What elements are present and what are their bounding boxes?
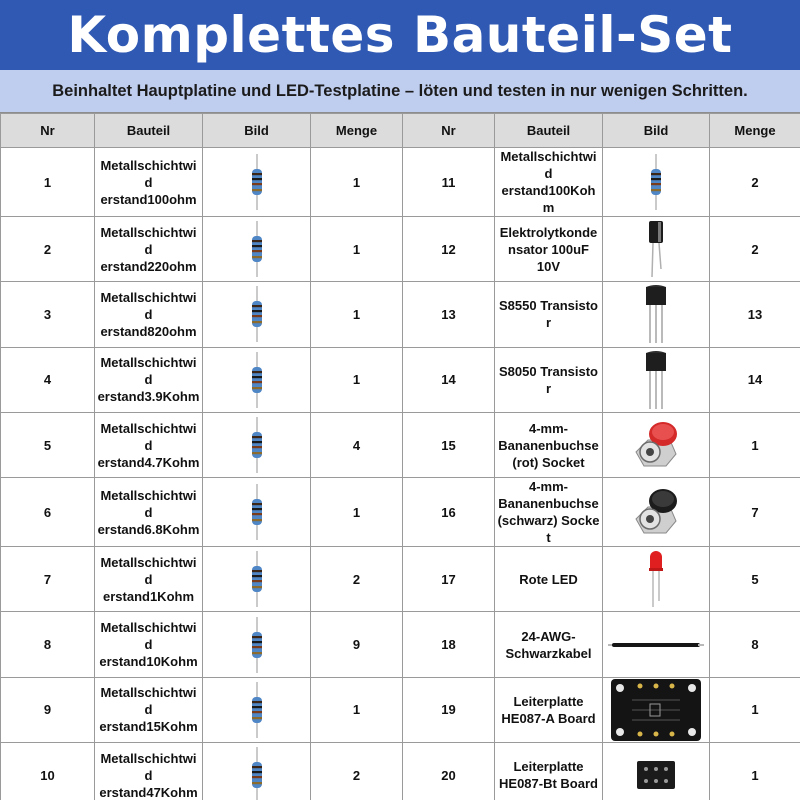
part-name xyxy=(495,547,603,612)
capacitor-icon xyxy=(605,219,707,279)
part-quantity: 1 xyxy=(311,677,403,742)
column-header-nr-right: Nr xyxy=(403,114,495,148)
part-number: 11 xyxy=(403,148,495,217)
column-header-nr: Nr xyxy=(1,114,95,148)
part-image xyxy=(203,478,311,547)
resistor-icon xyxy=(605,152,707,212)
part-image xyxy=(603,677,710,742)
part-number: 8 xyxy=(1,612,95,677)
part-name-line: erstand220ohm xyxy=(100,258,197,274)
part-quantity: 1 xyxy=(311,282,403,347)
part-name-line: Elektrolytkonde xyxy=(499,224,598,240)
part-name-line: erstand1Kohm xyxy=(102,588,195,604)
part-number: 10 xyxy=(1,743,95,800)
part-name-line: (schwarz) Socket xyxy=(497,513,600,546)
part-name-line: erstand3.9Kohm xyxy=(97,389,200,405)
part-number: 16 xyxy=(403,478,495,547)
part-quantity: 1 xyxy=(710,743,800,800)
part-name-line: Schwarzkabel xyxy=(505,645,592,661)
part-name-line: Bananenbuchse xyxy=(498,437,599,453)
part-name xyxy=(95,282,203,347)
column-header-bauteil: Bauteil xyxy=(95,114,203,148)
part-number: 15 xyxy=(403,412,495,477)
resistor-icon xyxy=(205,350,308,410)
part-number: 14 xyxy=(403,347,495,412)
part-name xyxy=(495,677,603,742)
part-name-line: Metallschichtwid xyxy=(100,289,197,322)
part-name-line: Metallschichtwid xyxy=(500,149,597,181)
part-name-line: erstand100ohm xyxy=(100,191,197,207)
part-image xyxy=(203,612,311,677)
part-name-line: Leiterplatte xyxy=(513,759,584,775)
part-number: 2 xyxy=(1,217,95,282)
part-name-line: 4-mm- xyxy=(528,479,568,495)
column-header-bild: Bild xyxy=(203,114,311,148)
part-quantity: 1 xyxy=(710,412,800,477)
part-quantity: 1 xyxy=(311,217,403,282)
part-number: 3 xyxy=(1,282,95,347)
part-number: 19 xyxy=(403,677,495,742)
part-name xyxy=(95,347,203,412)
part-name-line: HE087-Bt Board xyxy=(499,776,598,792)
part-name-line: Metallschichtwid xyxy=(100,487,197,520)
table-row xyxy=(1,547,800,612)
resistor-icon xyxy=(205,615,308,675)
part-name-line: HE087-A Board xyxy=(501,710,596,726)
pcb-board-b-icon xyxy=(605,760,707,790)
part-number: 4 xyxy=(1,347,95,412)
resistor-icon xyxy=(205,284,308,344)
page-subtitle: Beinhaltet Hauptplatine und LED-Testplatine – löten und testen in nur wenigen Schritten. xyxy=(52,81,748,100)
table-row xyxy=(1,743,800,800)
subtitle-banner xyxy=(0,70,800,113)
part-name xyxy=(95,612,203,677)
part-quantity: 5 xyxy=(710,547,800,612)
part-image xyxy=(203,282,311,347)
part-name xyxy=(95,148,203,217)
part-name xyxy=(95,412,203,477)
parts-table xyxy=(0,113,800,800)
resistor-icon xyxy=(205,152,308,212)
part-name-line: erstand6.8Kohm xyxy=(97,521,200,537)
part-image xyxy=(603,612,710,677)
part-name-line: erstand47Kohm xyxy=(99,784,198,800)
part-name xyxy=(95,217,203,282)
part-name-line: 10V xyxy=(536,258,561,274)
part-name-line: 4-mm- xyxy=(528,420,568,436)
part-image xyxy=(203,347,311,412)
part-quantity: 4 xyxy=(311,412,403,477)
part-number: 9 xyxy=(1,677,95,742)
part-name-line: Metallschichtwid xyxy=(100,750,197,783)
table-row xyxy=(1,148,800,217)
part-name-line: Bananenbuchse xyxy=(498,496,599,512)
part-quantity: 7 xyxy=(710,478,800,547)
part-name xyxy=(495,612,603,677)
part-number: 12 xyxy=(403,217,495,282)
part-image xyxy=(603,412,710,477)
transistor-icon xyxy=(605,349,707,411)
part-image xyxy=(603,282,710,347)
part-quantity: 1 xyxy=(311,347,403,412)
column-header-bauteil-right: Bauteil xyxy=(495,114,603,148)
part-name xyxy=(495,217,603,282)
part-quantity: 1 xyxy=(710,677,800,742)
part-name xyxy=(495,148,603,217)
column-header-menge-right: Menge xyxy=(710,114,800,148)
title-banner xyxy=(0,0,800,70)
page-title: Komplettes Bauteil-Set xyxy=(67,6,733,64)
part-name xyxy=(95,478,203,547)
part-name xyxy=(495,282,603,347)
part-number: 18 xyxy=(403,612,495,677)
part-number: 20 xyxy=(403,743,495,800)
transistor-icon xyxy=(605,283,707,345)
part-name-line: Metallschichtwid xyxy=(100,554,197,587)
part-number: 7 xyxy=(1,547,95,612)
part-name-line: Rote LED xyxy=(519,571,578,587)
part-image xyxy=(603,347,710,412)
part-name-line: Metallschichtwid xyxy=(100,620,197,653)
part-name-line: erstand15Kohm xyxy=(99,719,198,735)
part-quantity: 13 xyxy=(710,282,800,347)
part-name xyxy=(495,347,603,412)
resistor-icon xyxy=(205,415,308,475)
column-header-menge: Menge xyxy=(311,114,403,148)
table-row xyxy=(1,612,800,677)
part-image xyxy=(203,743,311,800)
part-name-line: erstand4.7Kohm xyxy=(97,454,200,470)
resistor-icon xyxy=(205,680,308,740)
part-name-line: m xyxy=(542,200,555,215)
table-header-row xyxy=(1,114,800,148)
part-image xyxy=(203,412,311,477)
part-name-line: 24-AWG- xyxy=(521,628,576,644)
table-row xyxy=(1,347,800,412)
resistor-icon xyxy=(205,745,308,800)
part-image xyxy=(203,677,311,742)
part-name-line: Metallschichtwid xyxy=(100,685,197,718)
part-image xyxy=(603,547,710,612)
part-number: 1 xyxy=(1,148,95,217)
table-row xyxy=(1,478,800,547)
part-quantity: 14 xyxy=(710,347,800,412)
part-number: 6 xyxy=(1,478,95,547)
part-name-line: Metallschichtwid xyxy=(100,224,197,257)
banana-socket-red-icon xyxy=(605,418,707,472)
part-number: 17 xyxy=(403,547,495,612)
part-name-line: erstand10Kohm xyxy=(99,654,198,670)
part-name xyxy=(495,412,603,477)
part-image xyxy=(603,743,710,800)
resistor-icon xyxy=(205,549,308,609)
part-quantity: 2 xyxy=(311,547,403,612)
part-name-line: Metallschichtwid xyxy=(100,157,197,190)
pcb-board-a-icon xyxy=(605,678,707,742)
parts-table-body xyxy=(1,148,800,800)
part-name-line: Metallschichtwid xyxy=(100,420,197,453)
part-image xyxy=(603,478,710,547)
part-name xyxy=(95,743,203,800)
part-image xyxy=(203,217,311,282)
part-quantity: 8 xyxy=(710,612,800,677)
part-name-line: Leiterplatte xyxy=(513,693,584,709)
part-name-line: S8050 Transistor xyxy=(499,363,598,396)
part-name-line: erstand100Koh xyxy=(501,183,596,198)
part-quantity: 2 xyxy=(710,217,800,282)
table-row xyxy=(1,217,800,282)
resistor-icon xyxy=(205,219,308,279)
part-quantity: 2 xyxy=(311,743,403,800)
part-image xyxy=(203,547,311,612)
part-name-line: nsator 100uF xyxy=(508,241,589,257)
part-number: 5 xyxy=(1,412,95,477)
part-quantity: 1 xyxy=(311,148,403,217)
part-quantity: 1 xyxy=(311,478,403,547)
part-name xyxy=(95,677,203,742)
part-image xyxy=(203,148,311,217)
column-header-bild-right: Bild xyxy=(603,114,710,148)
table-row xyxy=(1,282,800,347)
part-name xyxy=(495,743,603,800)
part-name xyxy=(95,547,203,612)
part-quantity: 2 xyxy=(710,148,800,217)
part-image xyxy=(603,148,710,217)
part-name-line: (rot) Socket xyxy=(512,454,585,470)
part-quantity: 9 xyxy=(311,612,403,677)
black-wire-icon xyxy=(605,635,707,655)
banana-socket-black-icon xyxy=(605,485,707,539)
part-name-line: S8550 Transistor xyxy=(499,298,598,331)
red-led-icon xyxy=(605,549,707,609)
part-name xyxy=(495,478,603,547)
part-number: 13 xyxy=(403,282,495,347)
table-row xyxy=(1,677,800,742)
part-image xyxy=(603,217,710,282)
part-name-line: Metallschichtwid xyxy=(100,355,197,388)
resistor-icon xyxy=(205,482,308,542)
table-row xyxy=(1,412,800,477)
part-name-line: erstand820ohm xyxy=(100,323,197,339)
